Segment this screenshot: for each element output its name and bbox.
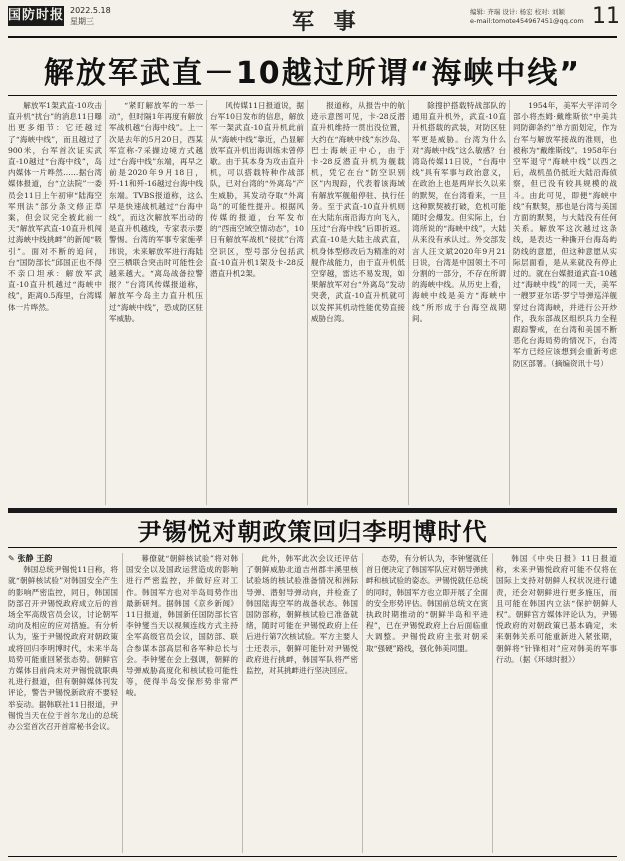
article2-headline: 尹锡悦对朝政策回归李明博时代 [137, 518, 488, 546]
editor-names: 编辑: 齐瑞 设计: 杨宏 校对: 刘颖 [470, 8, 565, 16]
column-divider [408, 100, 409, 505]
article1-headline: 解放军武直－10越过所谓“海峡中线” [43, 56, 582, 91]
article1-column-3: 风传媒11日报道说，据台军10日发布的信息，解放军一架武直-10直升机此前从“海峡中线”靠近，凸显解放军直升机出海训练未曾停歇。由于其本身为攻击直升机，可以搭载特种作战部队，已对台湾的“外离岛”产生威胁，其发动夺取“外离岛”的可能性提升。根据风传媒的报道，台军发布的“西南空域空情动态”，10日有解放军战机“侵扰”台湾空识区，型号部分包括武直-10直升机1架及卡-28反潜直升机2架。 [210, 101, 304, 279]
article2-column-2: 幕僚就“朝鲜核试验”将对韩国安全以及国政运营造成的影响进行严密监控，并做好应对工作。韩国军方也对半岛局势作出最新研判。据韩国《京乡新闻》11日报道，韩国新任国防部长官李钟燮当天以视频连线方式主持全军高级官员会议，国防部、联合参谋本部高层和各军种总长与会。李钟燮在会上强调，朝鲜的导弹威胁高度化和核试验可能性等，使得半岛安保形势非常严峻。 [126, 554, 238, 698]
newspaper-logo: 国防时报 [8, 6, 64, 26]
footer-rule [8, 856, 617, 857]
article1-column-1: 解放军1架武直-10攻击直升机“扰台”的消息11日曝出更多细节：它还越过了“海峡中线”，而且越过了900米，台军首次证实武直-10越过“台海中线”，岛内媒体一片哗然……据台湾媒体报道，台“立法院”一委员会11日上午初审“陆海空军刑法”部分条文修正草案，但会议完全被此前一天“解放军武直-10直升机闯过海峡中线挑衅”的新闻“吸引”。面对不断的追问，台“国防部长”邱国正也不得不亲口坦承：解放军武直-10直升机越过“海峡中线”，距离0.5海里，台湾媒体一片哗然。 [8, 101, 102, 312]
issue-date: 2022.5.18 [70, 6, 111, 15]
column-divider [122, 553, 123, 853]
issue-meta [70, 5, 111, 27]
column-divider [105, 100, 106, 505]
article2-column-1: ✎ 张静 王韵 韩国总统尹锡悦11日称，将就“朝鲜核试验”对韩国安全产生的影响严密监控，同日，韩国国防部召开尹锡悦政府成立后的首场全军高级官员会议，讨论朝军动向及相应的应对措施。有分析认为，鉴于尹锡悦政府对朝政策或将回归李明博时代，未来半岛局势可能重回紧张态势。朝鲜官方媒体目前尚未对尹锡悦就职典礼进行报道，但有朝鲜媒体刊发评论，警告尹锡悦新政府不要轻举妄动。据韩联社11日报道，尹锡悦当天在位于首尔龙山的总统办公室首次召开首席秘书会议。 [8, 554, 118, 732]
article1-column-4: 报道称，从报告中的航迹示意图可见，卡-28反潜直升机维持一贯出没位置，大约在“海峡中线”东沙岛、巴士海峡正中心，由于卡-28反潜直升机为舰载机，凭它在台“防空识别区”内现踪，代表着该海域有解放军舰船停驻、执行任务。至于武直-10直升机则在大陆东南沿海方向飞入，压过“台海中线”后即折返。武直-10是大陆主战武直，机身体型修改后为精准的对舰作战能力，由于直升机低空穿越，雷达不易发现，如果解放军对台“外离岛”发动突袭，武直-10直升机就可以发挥其机动性能优势直接威胁台湾。 [311, 101, 405, 323]
article1-headline-rule [8, 95, 617, 96]
editor-email: e-mail:tomote454967451@qq.com [470, 17, 584, 25]
article2-byline: ✎ 张静 王韵 [8, 554, 53, 563]
article2-headline-rule [8, 547, 617, 548]
editor-credits [470, 8, 590, 26]
article1-column-5: 除搜护搭载特战部队的通用直升机外，武直-10直升机搭载的武装，对防区驻军更是威胁。台湾为什么对“海峡中线”这么敏感？台湾岛传媒11日说，“台海中线”具有军事与政治意义，在政治上也是两岸长久以来的默契，在台湾看来，一旦这种默契被打破，危机可能随时会爆发。但实际上，台湾所说的“海峡中线”，大陆从来没有承认过。外交部发言人汪文斌2020年9月21日说，台湾是中国领土不可分割的一部分，不存在所谓的海峡中线。从历史上看，海峡中线是美方“海峡中线”所形成于台海空战期间。 [412, 101, 506, 323]
article2-column-4: 态势，有分析认为，李钟燮就任首日便决定了韩国军队应对朝导弹挑衅和核试验的姿态。尹锡悦就任总统的同时，韩国军方也立即开展了全面的安全形势评估。韩国前总统文在寅执政时期推动的“朝鲜半岛和平进程”，已在尹锡悦政府上台后面临重大调整。尹锡悦政府主张对朝采取“强硬”路线，强化韩美同盟。 [366, 554, 488, 653]
section-title: 军 事 [292, 10, 362, 35]
column-divider [492, 553, 493, 853]
column-divider [242, 553, 243, 853]
masthead [0, 0, 625, 36]
article2-column-5: 韩国《中央日报》11日报道称，未来尹锡悦政府可能不仅将在国际上支持对朝鲜人权状况进行谴责，还会对朝鲜进行更多施压，而且可能在韩国内立法“保护朝鲜人权”。朝鲜官方媒体评论认为，尹锡悦政府的对朝政策已基本确定，未来朝韩关系可能重新进入紧张期，朝鲜将“针锋相对”应对韩美的军事行动。（据《环球时报》） [496, 554, 617, 664]
issue-weekday: 星期三 [70, 17, 94, 26]
article1-column-2: “紧盯解放军的一举一动”，但时隔1年再度有解放军战机越“台海中线”。上一次是去年的5月20日，西某军宣称-7采撷边境方式越过“台海中线”东端，再早之前是2020年9月18日，歼-11和歼-16越过台海中线东端。TVBS报道称，这么早是快速战机越过“台海中线”，而这次解放军出动的是直升机越线，专家表示要警惕。台湾的军事专家施孝玮说，未来解放军进行海陆空三栖联合突击时可能性会越来越大。“离岛战备拉警报？”台湾风传媒报道称，解放军今岛主力直升机压过“海峡中线”，恐成防区驻军威胁。 [109, 101, 203, 323]
column-divider [362, 553, 363, 853]
article2-column-3: 此外，韩军此次会议还评估了朝鲜威胁北道吉州郡丰溪里核试验场的核试验准备情况和洲际导弹、潜射导弹动向，并检查了韩国陆海空军的战备状态。韩国国防部称，朝鲜核试验已准备就绪，随时可能在尹锡悦政府上任后进行第7次核试验。军方主要人士还表示，朝鲜可能针对尹锡悦政府进行挑衅，韩国军队将严密监控，对其挑衅进行坚决回应。 [246, 554, 358, 676]
page-number: 11 [592, 4, 620, 29]
column-divider [206, 100, 207, 505]
header-rule [8, 36, 617, 38]
column-divider [307, 100, 308, 505]
article1-column-6: 1954年，美军大平洋司令部小将杰姆·戴维斯依“中美共同防御条约”单方面划定，作为台军与解放军接战的准则，也被称为“戴维斯线”。1958年台空军退守“海峡中线”以西之后，战机虽仍抵近大陆沿海侦察，但已没有较具规模的战斗。由此可见，即便“海峡中线”有默契，那也是台湾与美国方面的默契，与大陆没有任何关系。解放军这次越过这条线，是表达一种撕开台海岛屿防线的意愿，但这种意愿从实际层面看，是从来就没有停止过的。就在台媒报道武直-10越过“海峡中线”的同一天，美军一艘罗亚尔诺·罗宁导弹巡洋舰穿过台湾海峡，并进行公开炒作，我东部战区组织兵力全程跟踪警戒，在台湾和美国不断恶化台海局势的情况下，台湾军方已经应该想到会重新考虑防区部署。（摘编资讯十号） [513, 101, 617, 368]
column-divider [509, 100, 510, 505]
